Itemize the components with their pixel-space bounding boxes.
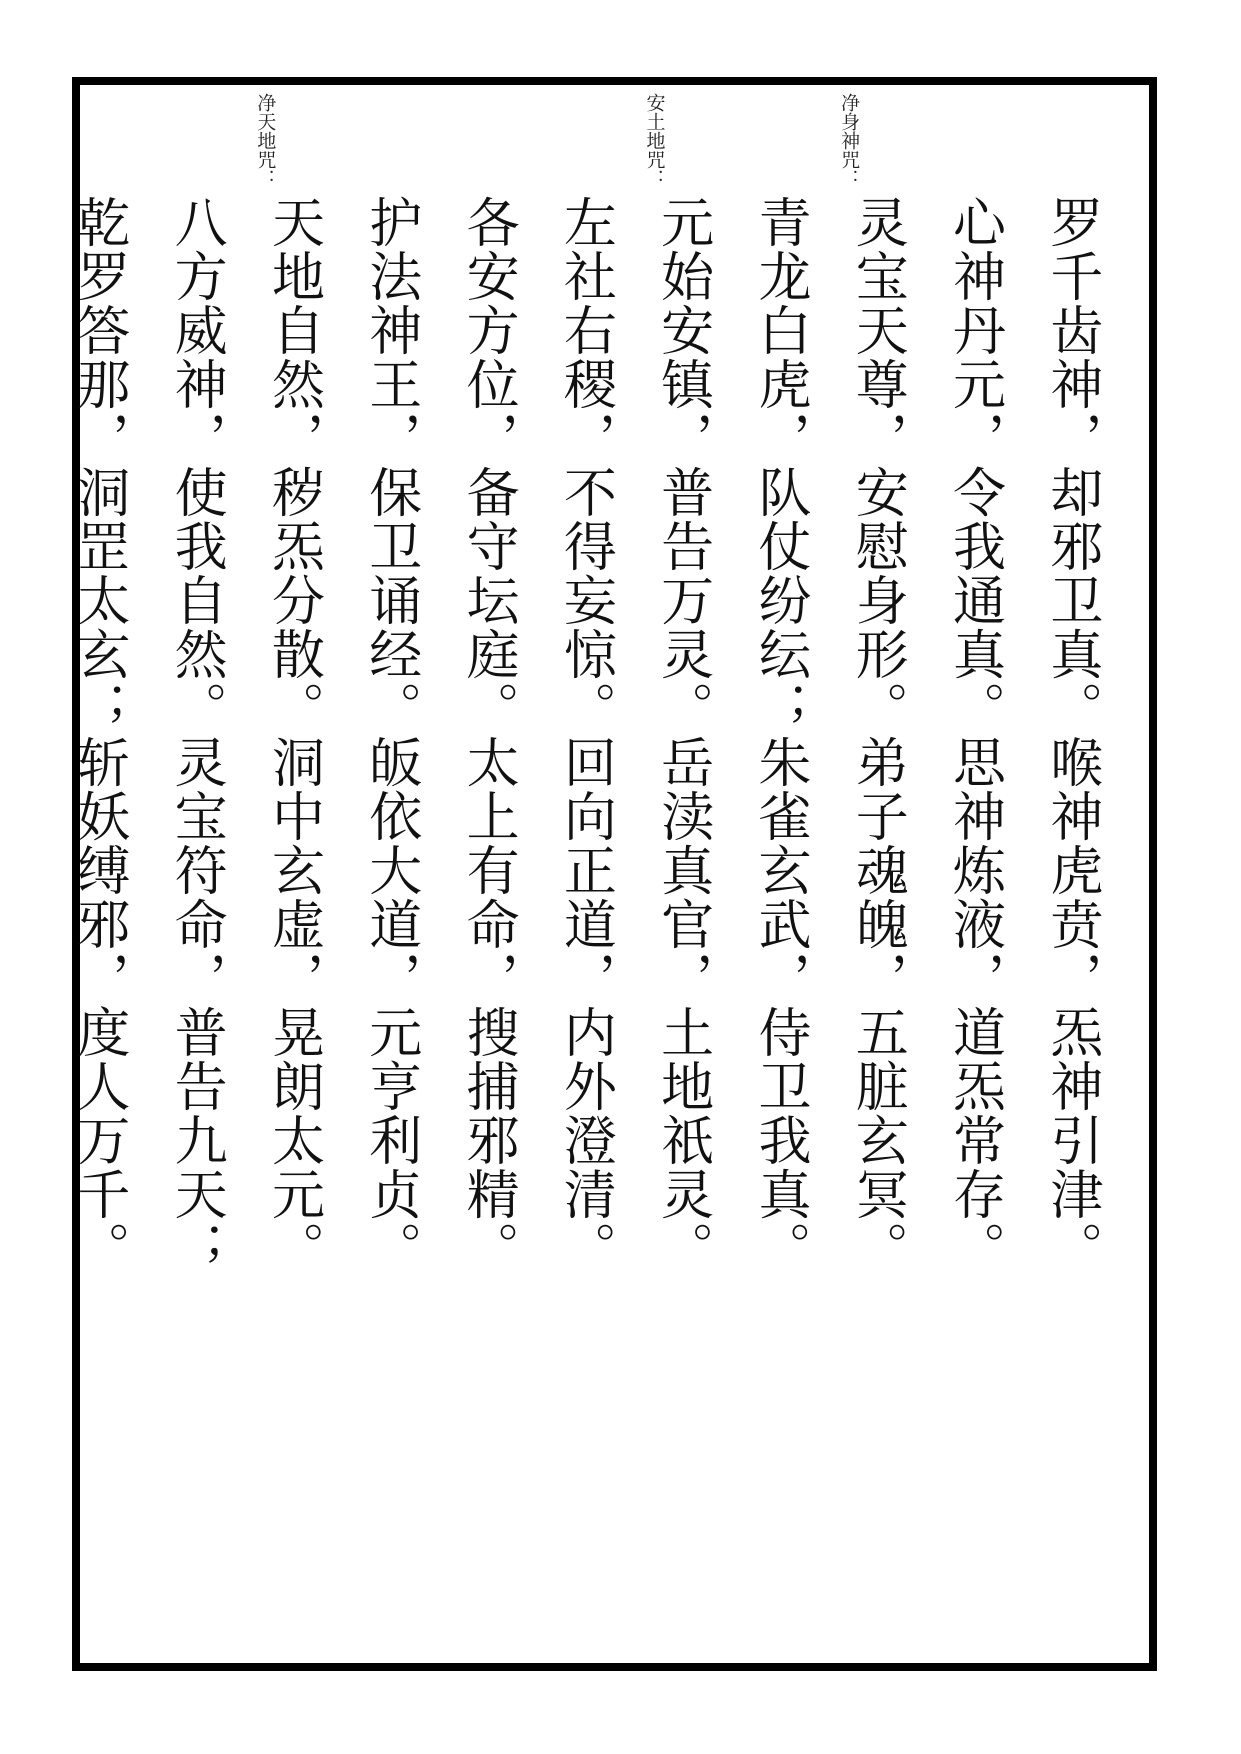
verse-line: 乾罗答那，洞罡太玄；斩妖缚邪，度人万千。 [68,195,130,1275]
column-10 [148,85,245,1663]
verse-line: 青龙白虎，队仗纷纭；朱雀玄武，侍卫我真。 [749,195,811,1275]
verse-line: 灵宝天尊，安慰身形。弟子魂魄，五脏玄冥。 [847,195,909,1275]
column-8 [343,85,440,1663]
column-3 [829,85,926,1663]
verse-line: 罗千齿神，却邪卫真。喉神虎贲，炁神引津。 [1041,195,1103,1275]
verse-line: 左社右稷，不得妄惊。回向正道，内外澄清。 [555,195,617,1275]
page-frame [68,77,1157,1671]
column-11 [51,85,148,1663]
verse-line: 各安方位，备守坛庭。太上有命，搜捕邪精。 [458,195,520,1275]
column-6 [537,85,634,1663]
section-label: 安土地咒： [643,93,666,188]
text-columns [51,85,1121,1663]
column-7 [440,85,537,1663]
column-5 [635,85,732,1663]
verse-line: 天地自然，秽炁分散。洞中玄虚，晃朗太元。 [263,195,325,1275]
column-9 [245,85,342,1663]
section-label: 净天地咒： [254,93,277,188]
verse-line: 八方威神，使我自然。灵宝符命，普告九天； [166,195,228,1275]
verse-line: 元始安镇，普告万灵。岳渎真官，土地祇灵。 [652,195,714,1275]
verse-line: 心神丹元，令我通真。思神炼液，道炁常存。 [944,195,1006,1275]
column-1 [1024,85,1121,1663]
column-2 [926,85,1023,1663]
section-label: 净身神咒： [838,93,861,188]
column-4 [732,85,829,1663]
verse-line: 护法神王，保卫诵经。皈依大道，元亨利贞。 [360,195,422,1275]
